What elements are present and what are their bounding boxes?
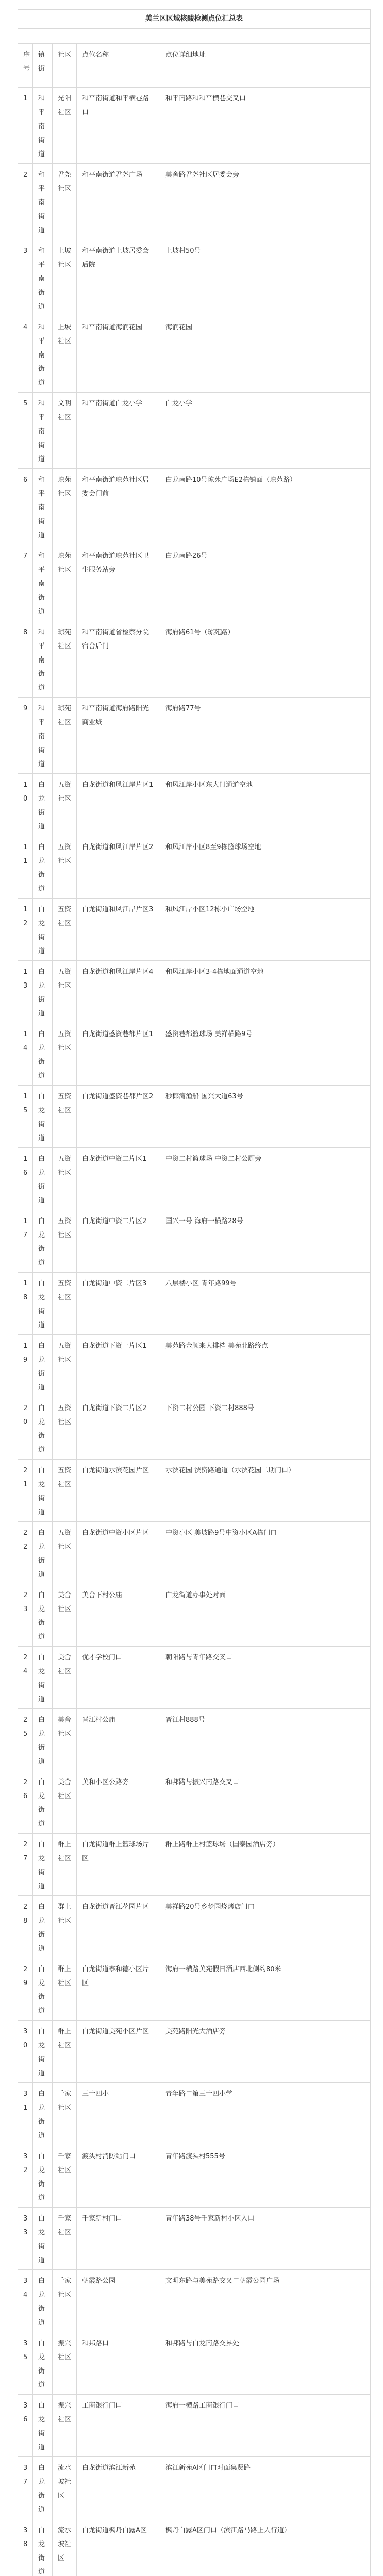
cell-site-address: 和风江岸小区12栋小广场空地: [160, 899, 371, 961]
cell-site-address: 和平南路和和平横巷交叉口: [160, 88, 371, 164]
cell-subdistrict: 白龙街道: [33, 1335, 53, 1397]
cell-index: 35: [18, 2332, 33, 2395]
cell-community: 上坡社区: [53, 240, 77, 316]
cell-index: 15: [18, 1086, 33, 1148]
table-row: [18, 698, 371, 774]
table-row: [18, 1148, 371, 1210]
cell-community: 五资社区: [53, 1335, 77, 1397]
cell-site-name: 白龙街道和风江岸片区4: [77, 961, 160, 1023]
cell-subdistrict: 和平南街道: [33, 88, 53, 164]
cell-site-address: 海润花园: [160, 316, 371, 393]
table-row: [18, 316, 371, 393]
cell-site-address: 青年路口第三十四小学: [160, 2083, 371, 2145]
cell-site-name: 和平南街道海府路阳光商业城: [77, 698, 160, 774]
cell-community: 五资社区: [53, 1460, 77, 1522]
cell-subdistrict: 白龙街道: [33, 1834, 53, 1896]
cell-index: 5: [18, 393, 33, 469]
cell-community: 千家社区: [53, 2208, 77, 2270]
table-row: [18, 621, 371, 698]
cell-community: 五资社区: [53, 1023, 77, 1086]
table-row: [18, 2332, 371, 2395]
cell-site-address: 白龙小学: [160, 393, 371, 469]
table-row: [18, 1397, 371, 1460]
cell-site-address: 海府一横路工商银行门口: [160, 2395, 371, 2457]
cell-subdistrict: 和平南街道: [33, 316, 53, 393]
cell-community: 振兴社区: [53, 2332, 77, 2395]
cell-site-address: 和邦路与振兴南路交叉口: [160, 1771, 371, 1834]
table-row: [18, 1958, 371, 2021]
cell-site-address: 美祥路20号乡梦园烧烤店门口: [160, 1896, 371, 1958]
cell-index: 31: [18, 2083, 33, 2145]
cell-subdistrict: 白龙街道: [33, 899, 53, 961]
cell-community: 琼苑社区: [53, 698, 77, 774]
cell-index: 37: [18, 2457, 33, 2519]
cell-subdistrict: 和平南街道: [33, 469, 53, 545]
cell-community: 君尧社区: [53, 164, 77, 240]
cell-community: 振兴社区: [53, 2395, 77, 2457]
table-row: [18, 1896, 371, 1958]
table-row: [18, 1023, 371, 1086]
cell-site-address: 文明东路与美苑路交叉口朝霞公园广场: [160, 2270, 371, 2332]
cell-community: 琼苑社区: [53, 545, 77, 621]
table-row: [18, 1086, 371, 1148]
cell-subdistrict: 白龙街道: [33, 2519, 53, 2576]
cell-site-address: 海府一横路美苑假日酒店西北侧约80米: [160, 1958, 371, 2021]
cell-site-name: 白龙街道下资一片区1: [77, 1335, 160, 1397]
cell-subdistrict: 白龙街道: [33, 774, 53, 836]
cell-index: 4: [18, 316, 33, 393]
table-row: [18, 2395, 371, 2457]
cell-site-name: 和平南街道琼苑社区居委会门前: [77, 469, 160, 545]
cell-index: 30: [18, 2021, 33, 2083]
cell-site-address: 青年路渡头村555号: [160, 2145, 371, 2208]
cell-site-name: 和平南街道海润花园: [77, 316, 160, 393]
cell-index: 14: [18, 1023, 33, 1086]
cell-site-address: 白龙南路26号: [160, 545, 371, 621]
table-row: [18, 1335, 371, 1397]
cell-site-name: 和平南街道省检察分院宿舍后门: [77, 621, 160, 698]
cell-community: 五资社区: [53, 774, 77, 836]
header-site-name: 点位名称: [77, 44, 160, 88]
cell-subdistrict: 白龙街道: [33, 1460, 53, 1522]
cell-subdistrict: 白龙街道: [33, 2395, 53, 2457]
cell-site-address: 和风江岸小区东大门通道空地: [160, 774, 371, 836]
cell-index: 9: [18, 698, 33, 774]
cell-site-address: 上坡村50号: [160, 240, 371, 316]
cell-site-address: 青年路38号千家新村小区入口: [160, 2208, 371, 2270]
cell-site-name: 白龙街道枫丹白露A区: [77, 2519, 160, 2576]
cell-subdistrict: 白龙街道: [33, 2145, 53, 2208]
header-site-address: 点位详细地址: [160, 44, 371, 88]
cell-index: 38: [18, 2519, 33, 2576]
table-row: [18, 393, 371, 469]
cell-index: 29: [18, 1958, 33, 2021]
cell-subdistrict: 白龙街道: [33, 1958, 53, 2021]
cell-subdistrict: 白龙街道: [33, 1522, 53, 1584]
cell-site-name: 千家新村门口: [77, 2208, 160, 2270]
header-row: [18, 44, 371, 88]
table-row: [18, 545, 371, 621]
cell-site-address: 盛资巷都篮球场 美祥横路9号: [160, 1023, 371, 1086]
cell-community: 千家社区: [53, 2270, 77, 2332]
cell-subdistrict: 白龙街道: [33, 1896, 53, 1958]
cell-site-name: 白龙街道和风江岸片区3: [77, 899, 160, 961]
cell-site-address: 滨江新苑A区门口对面集贤路: [160, 2457, 371, 2519]
cell-index: 11: [18, 836, 33, 899]
cell-site-address: 中资二村篮球场 中资二村公厕旁: [160, 1148, 371, 1210]
cell-subdistrict: 白龙街道: [33, 1148, 53, 1210]
cell-index: 7: [18, 545, 33, 621]
cell-subdistrict: 白龙街道: [33, 2270, 53, 2332]
table-row: [18, 164, 371, 240]
cell-community: 五资社区: [53, 1210, 77, 1273]
cell-index: 20: [18, 1397, 33, 1460]
cell-site-address: 中资小区 美坡路9号中资小区A栋门口: [160, 1522, 371, 1584]
table-row: [18, 1647, 371, 1709]
cell-site-name: 朝霞路公园: [77, 2270, 160, 2332]
cell-community: 五资社区: [53, 1273, 77, 1335]
cell-index: 6: [18, 469, 33, 545]
cell-community: 群上社区: [53, 1896, 77, 1958]
cell-site-name: 白龙街道中资二片区3: [77, 1273, 160, 1335]
table-row: [18, 961, 371, 1023]
testing-sites-table: [18, 9, 371, 2576]
cell-site-address: 白龙南路10号琼苑广场E2栋铺面（琼苑路）: [160, 469, 371, 545]
cell-subdistrict: 白龙街道: [33, 836, 53, 899]
cell-subdistrict: 白龙街道: [33, 1023, 53, 1086]
cell-subdistrict: 白龙街道: [33, 1086, 53, 1148]
cell-site-name: 白龙街道中资小区片区: [77, 1522, 160, 1584]
cell-site-address: 白龙街道办事处对面: [160, 1584, 371, 1647]
table-row: [18, 2457, 371, 2519]
cell-subdistrict: 白龙街道: [33, 1771, 53, 1834]
cell-subdistrict: 白龙街道: [33, 1647, 53, 1709]
cell-site-name: 白龙街道盛资巷都片区2: [77, 1086, 160, 1148]
cell-community: 五资社区: [53, 1086, 77, 1148]
cell-site-address: 美苑路阳光大酒店旁: [160, 2021, 371, 2083]
table-row: [18, 836, 371, 899]
cell-site-name: 晋江村公庙: [77, 1709, 160, 1771]
table-row: [18, 899, 371, 961]
cell-community: 光阳社区: [53, 88, 77, 164]
cell-community: 琼苑社区: [53, 621, 77, 698]
cell-site-address: 枫丹白露A区门口（滨江路马路上人行道）: [160, 2519, 371, 2576]
cell-site-address: 国兴一号 海府一横路28号: [160, 1210, 371, 1273]
cell-index: 36: [18, 2395, 33, 2457]
cell-site-name: 和邦路口: [77, 2332, 160, 2395]
cell-site-address: 和邦路与白龙南路交界处: [160, 2332, 371, 2395]
cell-site-address: 和风江岸小区8至9栋篮球场空地: [160, 836, 371, 899]
cell-site-address: 群上路群上村篮球场（国泰园酒店旁）: [160, 1834, 371, 1896]
cell-subdistrict: 和平南街道: [33, 698, 53, 774]
cell-community: 五资社区: [53, 899, 77, 961]
cell-site-address: 美舍路君尧社区居委会旁: [160, 164, 371, 240]
table-row: [18, 1709, 371, 1771]
table-row: [18, 1584, 371, 1647]
cell-site-address: 下资二村公园 下资二村888号: [160, 1397, 371, 1460]
cell-index: 17: [18, 1210, 33, 1273]
table-row: [18, 2519, 371, 2576]
cell-subdistrict: 白龙街道: [33, 1709, 53, 1771]
cell-site-name: 白龙街道和风江岸片区1: [77, 774, 160, 836]
header-subdistrict: 镇街: [33, 44, 53, 88]
cell-index: 25: [18, 1709, 33, 1771]
table-row: [18, 2270, 371, 2332]
cell-index: 27: [18, 1834, 33, 1896]
cell-community: 五资社区: [53, 1148, 77, 1210]
cell-site-name: 白龙街道群上篮球场片区: [77, 1834, 160, 1896]
cell-site-name: 和平南街道琼苑社区卫生服务站旁: [77, 545, 160, 621]
cell-site-address: 晋江村888号: [160, 1709, 371, 1771]
cell-site-name: 优才学校门口: [77, 1647, 160, 1709]
cell-community: 美舍社区: [53, 1584, 77, 1647]
cell-index: 3: [18, 240, 33, 316]
cell-index: 26: [18, 1771, 33, 1834]
cell-community: 五资社区: [53, 1397, 77, 1460]
table-row: [18, 2208, 371, 2270]
table-row: [18, 1460, 371, 1522]
cell-site-name: 白龙街道盛资巷都片区1: [77, 1023, 160, 1086]
table-row: [18, 774, 371, 836]
cell-index: 21: [18, 1460, 33, 1522]
table-row: [18, 1834, 371, 1896]
cell-site-name: 白龙街道泰和德小区片区: [77, 1958, 160, 2021]
cell-index: 34: [18, 2270, 33, 2332]
cell-site-name: 白龙街道美苑小区片区: [77, 2021, 160, 2083]
cell-site-address: 秒椰湾渔船 国兴大道63号: [160, 1086, 371, 1148]
cell-site-name: 白龙街道晋江花园片区: [77, 1896, 160, 1958]
table-row: [18, 2083, 371, 2145]
cell-site-name: 白龙街道和风江岸片区2: [77, 836, 160, 899]
cell-subdistrict: 白龙街道: [33, 961, 53, 1023]
cell-subdistrict: 白龙街道: [33, 1210, 53, 1273]
cell-site-name: 和平南街道和平横巷路口: [77, 88, 160, 164]
cell-site-name: 白龙街道中资二片区2: [77, 1210, 160, 1273]
cell-subdistrict: 白龙街道: [33, 2457, 53, 2519]
table-row: [18, 240, 371, 316]
cell-index: 24: [18, 1647, 33, 1709]
cell-index: 13: [18, 961, 33, 1023]
cell-community: 群上社区: [53, 1958, 77, 2021]
cell-site-name: 白龙街道水滨花园片区: [77, 1460, 160, 1522]
cell-site-name: 美舍下村公庙: [77, 1584, 160, 1647]
cell-site-name: 白龙街道下资二片区2: [77, 1397, 160, 1460]
cell-site-address: 朝阳路与青年路交叉口: [160, 1647, 371, 1709]
cell-community: 流水坡社区: [53, 2519, 77, 2576]
cell-index: 19: [18, 1335, 33, 1397]
cell-subdistrict: 白龙街道: [33, 1273, 53, 1335]
table-title: 美兰区区域核酸检测点位汇总表: [18, 10, 371, 29]
cell-site-address: 和风江岸小区3-4栋地面通道空地: [160, 961, 371, 1023]
cell-subdistrict: 白龙街道: [33, 2083, 53, 2145]
cell-subdistrict: 和平南街道: [33, 164, 53, 240]
cell-index: 10: [18, 774, 33, 836]
cell-index: 28: [18, 1896, 33, 1958]
cell-index: 33: [18, 2208, 33, 2270]
cell-community: 文明社区: [53, 393, 77, 469]
cell-community: 五资社区: [53, 1522, 77, 1584]
cell-community: 五资社区: [53, 961, 77, 1023]
cell-index: 22: [18, 1522, 33, 1584]
cell-community: 群上社区: [53, 1834, 77, 1896]
cell-index: 23: [18, 1584, 33, 1647]
cell-index: 12: [18, 899, 33, 961]
cell-site-name: 和平南街道白龙小学: [77, 393, 160, 469]
cell-subdistrict: 和平南街道: [33, 545, 53, 621]
cell-subdistrict: 白龙街道: [33, 1397, 53, 1460]
cell-community: 琼苑社区: [53, 469, 77, 545]
table-row: [18, 1273, 371, 1335]
cell-site-name: 三十四小: [77, 2083, 160, 2145]
cell-site-name: 工商银行门口: [77, 2395, 160, 2457]
cell-index: 2: [18, 164, 33, 240]
summary-sheet: [18, 9, 371, 2576]
table-row: [18, 1522, 371, 1584]
cell-site-name: 白龙街道滨江新苑: [77, 2457, 160, 2519]
cell-subdistrict: 和平南街道: [33, 240, 53, 316]
cell-community: 美舍社区: [53, 1771, 77, 1834]
cell-community: 千家社区: [53, 2083, 77, 2145]
cell-community: 流水坡社区: [53, 2457, 77, 2519]
header-community: 社区: [53, 44, 77, 88]
cell-index: 16: [18, 1148, 33, 1210]
table-row: [18, 2021, 371, 2083]
cell-community: 上坡社区: [53, 316, 77, 393]
header-index: 序号: [18, 44, 33, 88]
cell-site-address: 海府路61号（琼苑路）: [160, 621, 371, 698]
table-title-row: [18, 10, 371, 29]
cell-subdistrict: 白龙街道: [33, 2332, 53, 2395]
cell-site-name: 美和小区公路旁: [77, 1771, 160, 1834]
cell-subdistrict: 和平南街道: [33, 621, 53, 698]
cell-site-address: 八层楼小区 青年路99号: [160, 1273, 371, 1335]
blank-row: [18, 29, 371, 44]
cell-site-name: 和平南街道君尧广场: [77, 164, 160, 240]
cell-community: 群上社区: [53, 2021, 77, 2083]
cell-subdistrict: 白龙街道: [33, 2021, 53, 2083]
table-row: [18, 469, 371, 545]
cell-community: 千家社区: [53, 2145, 77, 2208]
blank-cell: [18, 29, 371, 44]
table-row: [18, 1771, 371, 1834]
table-row: [18, 1210, 371, 1273]
cell-community: 美舍社区: [53, 1709, 77, 1771]
cell-site-address: 美苑路金顺来大排档 美苑北路终点: [160, 1335, 371, 1397]
cell-community: 美舍社区: [53, 1647, 77, 1709]
cell-site-name: 白龙街道中资二片区1: [77, 1148, 160, 1210]
cell-index: 8: [18, 621, 33, 698]
cell-index: 1: [18, 88, 33, 164]
table-row: [18, 88, 371, 164]
cell-index: 32: [18, 2145, 33, 2208]
cell-community: 五资社区: [53, 836, 77, 899]
cell-index: 18: [18, 1273, 33, 1335]
cell-subdistrict: 和平南街道: [33, 393, 53, 469]
cell-site-name: 渡头村消防站门口: [77, 2145, 160, 2208]
table-row: [18, 2145, 371, 2208]
cell-subdistrict: 白龙街道: [33, 2208, 53, 2270]
cell-site-name: 和平南街道上坡居委会后院: [77, 240, 160, 316]
cell-site-address: 海府路77号: [160, 698, 371, 774]
cell-site-address: 水滨花园 滨资路通道（水滨花园二期门口）: [160, 1460, 371, 1522]
cell-subdistrict: 白龙街道: [33, 1584, 53, 1647]
